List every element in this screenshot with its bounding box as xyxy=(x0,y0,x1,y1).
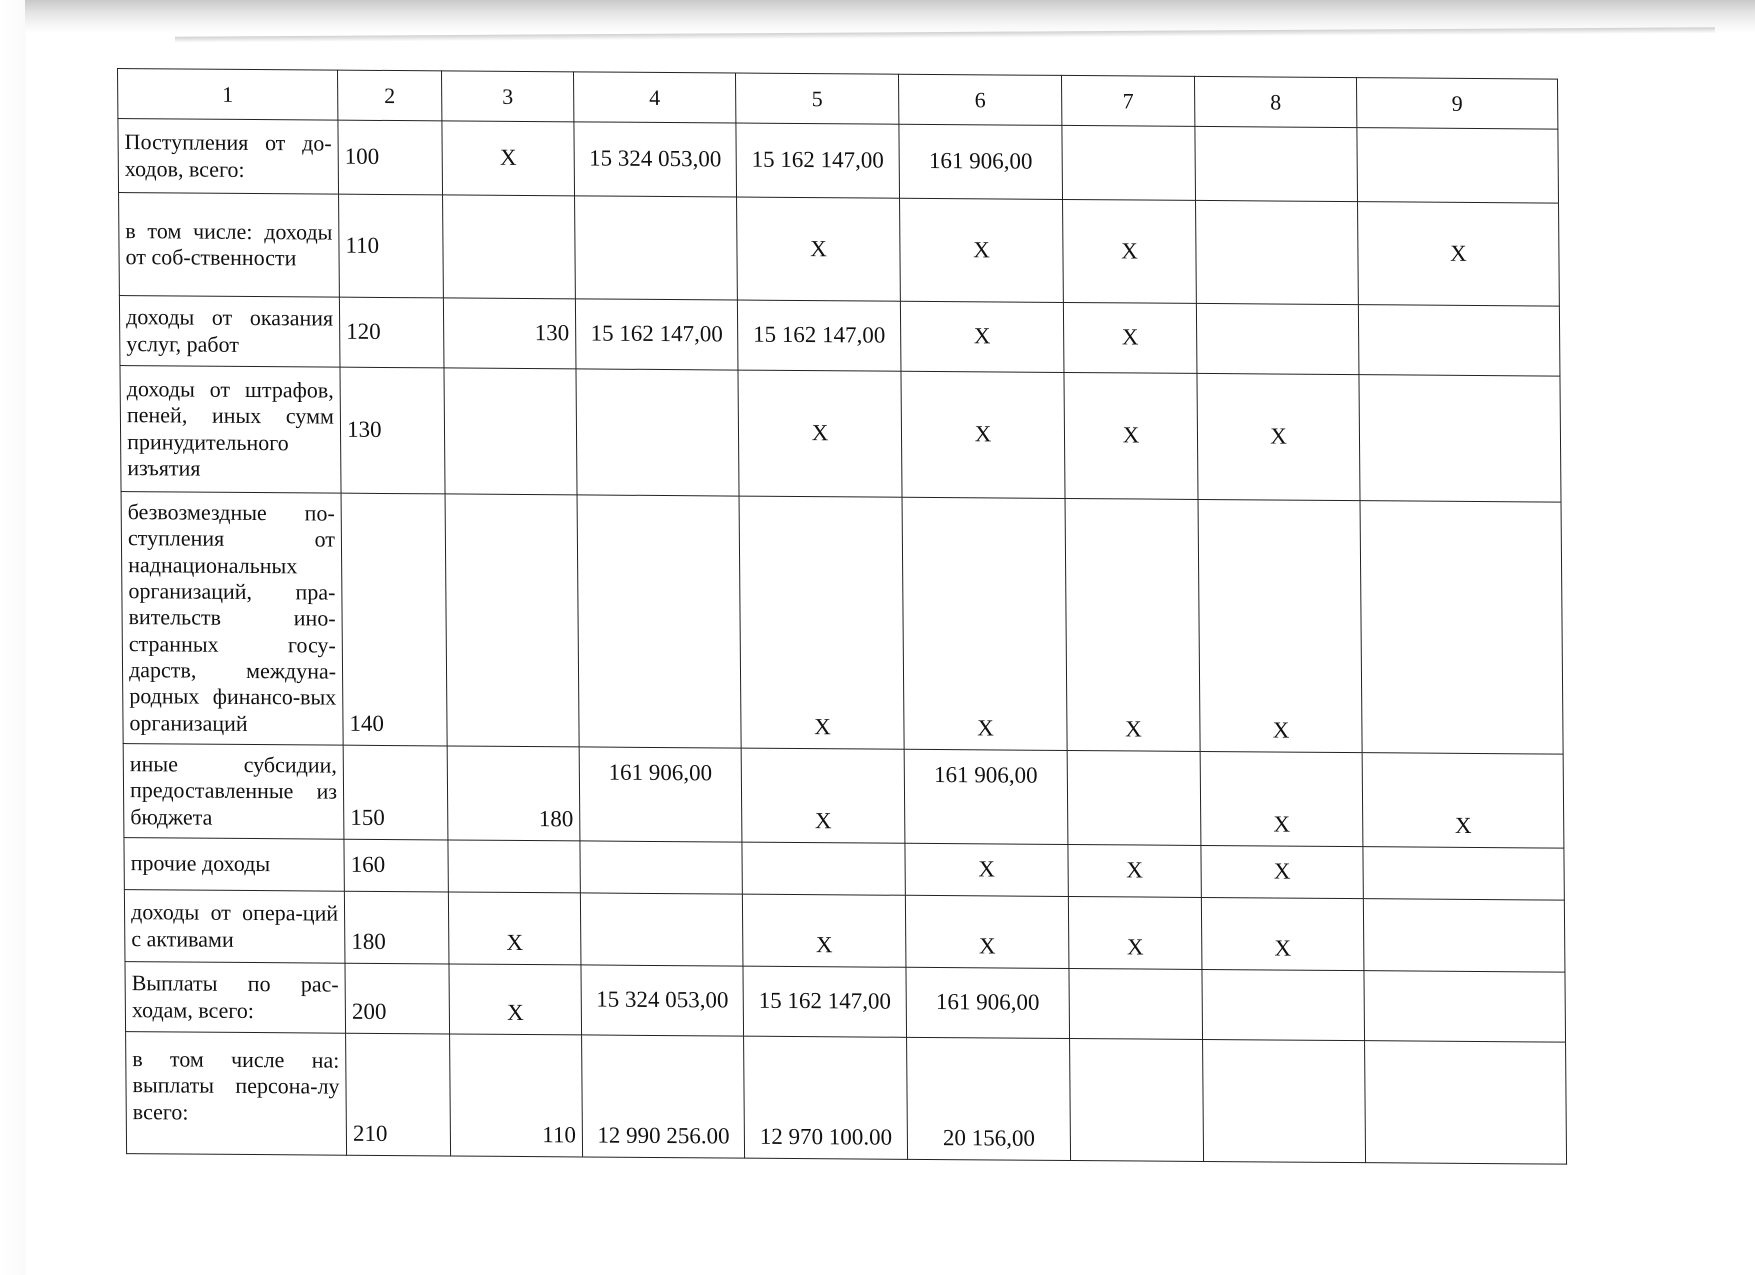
cell: 130 xyxy=(443,298,576,369)
cell xyxy=(1070,1039,1204,1162)
row-label: Выплаты по рас-ходам, всего: xyxy=(125,962,346,1034)
cell: 161 906,00 xyxy=(899,124,1063,199)
table-row xyxy=(123,744,1564,849)
cell xyxy=(575,196,738,300)
cell: X xyxy=(737,197,901,301)
cell xyxy=(1359,375,1561,502)
cell xyxy=(1196,303,1359,374)
cell: X xyxy=(900,198,1064,302)
row-code: 100 xyxy=(338,120,443,195)
cell: X xyxy=(1068,844,1201,897)
column-header: 8 xyxy=(1194,76,1356,127)
cell: X xyxy=(905,843,1068,896)
cell: 15 324 053,00 xyxy=(581,965,744,1036)
cell: X xyxy=(901,371,1065,498)
cell: 180 xyxy=(447,746,580,841)
cell: X xyxy=(905,895,1069,968)
cell xyxy=(742,842,905,895)
table-row xyxy=(119,193,1560,307)
column-header: 4 xyxy=(573,72,735,123)
row-label: в том числе: доходы от соб-ственности xyxy=(119,193,340,298)
column-header: 9 xyxy=(1356,78,1557,129)
cell: X xyxy=(1362,753,1564,848)
cell xyxy=(1364,971,1566,1042)
table-row xyxy=(120,366,1561,503)
cell: X xyxy=(742,894,906,967)
row-label: доходы от опера-ций с активами xyxy=(124,890,345,964)
column-header: 7 xyxy=(1061,75,1194,126)
cell: 161 906,00 xyxy=(906,967,1070,1038)
cell xyxy=(443,195,576,299)
document-sheet xyxy=(117,68,1566,1165)
cell: X xyxy=(442,121,575,196)
table-row xyxy=(124,890,1565,973)
cell xyxy=(1363,847,1564,900)
cell xyxy=(1069,969,1203,1040)
cell: 15 162 147,00 xyxy=(743,966,907,1037)
cell: X xyxy=(448,892,581,965)
cell: X xyxy=(1197,373,1360,500)
cell: X xyxy=(738,370,902,497)
cell: 15 162 147,00 xyxy=(736,123,900,198)
cell: X xyxy=(1064,372,1198,499)
cell: X xyxy=(739,496,904,749)
row-code: 140 xyxy=(341,493,447,746)
cell: X xyxy=(1068,896,1202,969)
cell xyxy=(1203,1039,1366,1162)
cell: X xyxy=(1358,202,1560,306)
cell: 161 906,00 xyxy=(579,747,742,842)
cell: X xyxy=(1063,302,1197,373)
cell: X xyxy=(1065,498,1200,751)
row-code: 110 xyxy=(339,194,444,298)
cell: X xyxy=(1063,199,1197,303)
cell: X xyxy=(1200,751,1363,846)
cell: X xyxy=(1201,845,1363,898)
cell xyxy=(1365,1041,1567,1164)
cell xyxy=(1202,969,1365,1040)
cell: X xyxy=(1198,499,1362,752)
row-code: 160 xyxy=(344,839,448,892)
row-label: доходы от штрафов, пеней, иных сумм принудительного изъятия xyxy=(120,366,341,494)
cell: X xyxy=(449,964,582,1035)
cell xyxy=(448,840,580,893)
cell: 15 162 147,00 xyxy=(737,300,901,371)
cell xyxy=(1358,305,1560,376)
cell xyxy=(1360,501,1563,754)
row-code: 150 xyxy=(343,745,448,840)
cell: X xyxy=(902,497,1067,750)
row-label: в том числе на: выплаты персона-лу всего: xyxy=(126,1032,347,1156)
table-row xyxy=(118,119,1559,204)
row-label: иные субсидии, предоставленные из бюджета xyxy=(123,744,344,840)
row-label: прочие доходы xyxy=(124,838,344,892)
cell: X xyxy=(900,301,1064,372)
cell: 20 156,00 xyxy=(907,1037,1071,1160)
column-header: 6 xyxy=(898,74,1061,125)
cell xyxy=(444,368,577,495)
table-row xyxy=(126,1032,1567,1165)
cell xyxy=(1357,128,1559,203)
row-code: 180 xyxy=(344,891,449,964)
row-label: безвозмездные по-ступления от наднациональных организаций, пра-вительств ино-странных госу-дарств, междуна-родных финансо-вых организаций xyxy=(121,492,343,746)
scan-left-margin xyxy=(0,0,26,1275)
cell: X xyxy=(1201,897,1364,970)
cell xyxy=(1062,125,1196,200)
cell xyxy=(1195,126,1358,201)
cell: 12 990 256.00 xyxy=(582,1035,745,1158)
cell: 12 970 100.00 xyxy=(744,1036,908,1159)
cell: 161 906,00 xyxy=(904,749,1068,844)
cell xyxy=(580,841,742,894)
cell xyxy=(576,369,739,496)
cell xyxy=(1363,899,1565,972)
row-code: 120 xyxy=(339,297,444,368)
row-code: 210 xyxy=(346,1033,451,1156)
cell: 15 162 147,00 xyxy=(575,299,738,370)
column-header: 1 xyxy=(118,69,338,121)
column-header: 5 xyxy=(735,73,898,124)
cell: 15 324 053,00 xyxy=(574,122,737,197)
cell xyxy=(445,494,579,747)
cell xyxy=(580,893,743,966)
column-header: 3 xyxy=(441,71,573,122)
table-row xyxy=(125,962,1566,1043)
row-code: 200 xyxy=(345,963,450,1034)
budget-table xyxy=(117,68,1567,1165)
cell: X xyxy=(741,748,905,843)
row-code: 130 xyxy=(340,367,445,494)
row-label: доходы от оказания услуг, работ xyxy=(119,296,340,368)
table-row xyxy=(121,492,1563,755)
cell xyxy=(1196,200,1359,304)
column-header: 2 xyxy=(337,70,441,121)
row-label: Поступления от до-ходов, всего: xyxy=(118,119,339,195)
table-row xyxy=(119,296,1560,377)
cell xyxy=(1067,750,1201,845)
cell xyxy=(577,495,741,748)
cell: 110 xyxy=(450,1034,583,1157)
